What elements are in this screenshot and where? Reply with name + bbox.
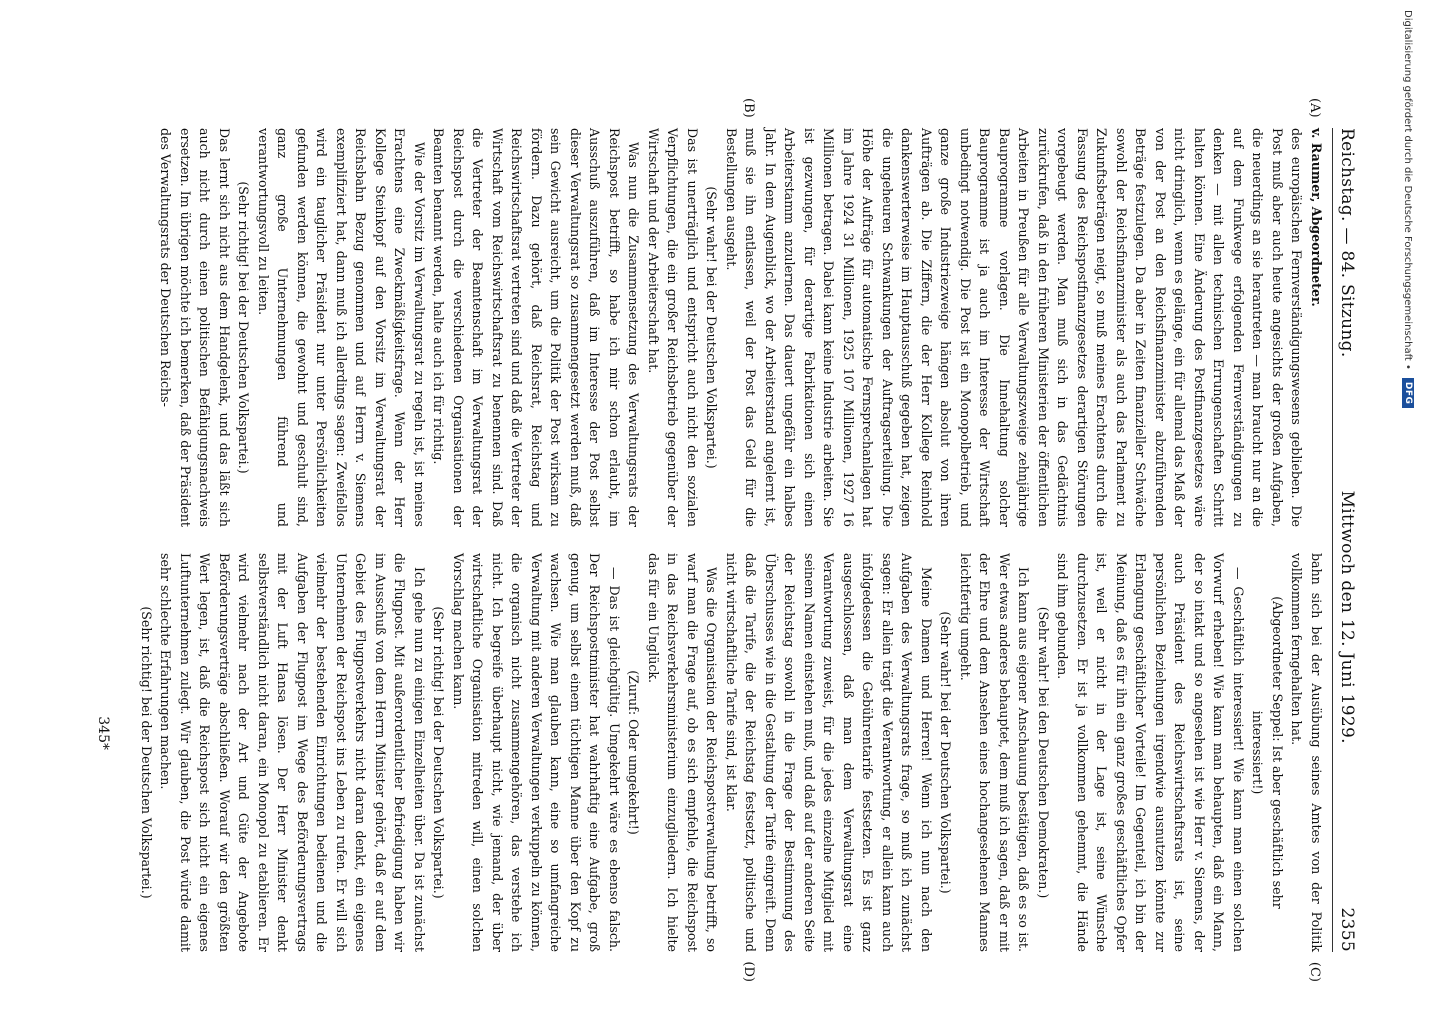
interjection: (Sehr richtig! bei der Deutschen Volkspartei.) xyxy=(139,606,154,899)
right-column xyxy=(137,553,1327,952)
paragraph: v. Raumer, Abgeordneter. xyxy=(1309,128,1324,307)
paragraph: Das lernt sich nicht aus dem Handgelenk, und das läßt sich auch nicht durch einen politischen Befähigungsnachweis ersetzen. Im übrigen möchte ich bemerken, daß der Präsident des Verwaltungsrats der Deutschen Reichs- xyxy=(158,128,232,527)
margin-marker-a: (A) xyxy=(1307,98,1322,118)
paragraph: Was die Organisation der Reichspostverwaltung betrifft, so warf man die Frage auf, ob es sich empfehle, die Reichspost in das Reichsverkehrsministerium einzugliedern. Ich hielte das für ein Unglück. xyxy=(646,553,720,952)
signature-mark: 345* xyxy=(95,716,111,750)
paragraph: des europäischen Fernverständigungswesens geblieben. Die Post muß aber auch heute angesichts der großen Aufgaben, die neuerdings an sie herantreten — man braucht nur an die auf dem Funkwege erfolgenden Fernverständigungen zu denken — mit allen technischen Errungenschaften Schritt halten können. Eine Änderung des Postfinanzgesetzes wäre nicht dringlich, wenn es gelänge, ein für allemal das Maß der von der Post an den Reichsfinanzminister abzuführenden Beträge festzulegen. Da aber in Zeiten finanzieller Schwäche sowohl der Reichsfinanzminister als auch das Parlament zu Zukunftsbeträgen neigt, so muß meines Erachtens durch die Fassung des Reichspostfinanzgesetzes derartigen Störungen vorgebeugt werden. Man muß sich in das Gedächtnis zurückrufen, daß in den früheren Ministerien der öffentlichen Arbeiten in Preußen für alle Verwaltungszweige zehnjährige Bauprogramme vorlagen. Die Innehaltung solcher Bauprogramme ist ja auch im Interesse der Wirtschaft unbedingt notwendig. Die Post ist ein Monopolbetrieb, und ganze große Industriezweige hängen absolut von ihren Aufträgen ab. Die Ziffern, die der Herr Kollege Reinhold dankenswerterweise im Hauptausschuß gegeben hat, zeigen die ungeheuren Schwankungen der Auftragserteilung. Die Höhe der Aufträge für automatische Fernsprechanlagen hat im Jahre 1924 31 Millionen, 1925 107 Millionen, 1927 16 Millionen betragen. Dabei kann keine Industrie arbeiten. Sie ist gezwungen, für derartige Fabrikationen sich einen Arbeiterstamm anzulernen. Das dauert ungefähr ein halbes Jahr. In dem Augenblick, wo der Arbeiterstand angelernt ist, muß sie ihn entlassen, weil der Post das Geld für die Bestellungen ausgeht. xyxy=(724,128,1305,527)
header-right xyxy=(1337,491,1357,952)
paragraph: Meine Damen und Herren! Wenn ich nun nach den Aufgaben des Verwaltungsrats frage, so muß ich zunächst sagen: Er allein trägt die Verantwortung, er allein kann auch infolgedessen die Gebührentarife festsetzen. Es ist ganz ausgeschlossen, daß man dem Verwaltungsrat eine Verantwortung zuweist, für die jedes einzelne Mitglied mit seinem Namen einstehen muß, und daß auf der anderen Seite der Reichstag sowohl in die Frage der Bestimmung des Überschusses wie in die Gestaltung der Tarife eingreift. Denn daß die Tarife, die der Reichstag festsetzt, politische und nicht wirtschaftliche Tarife sind, ist klar. xyxy=(724,553,934,952)
paragraph: Das ist unerträglich und entspricht auch nicht den sozialen Verpflichtungen, die ein großer Reichsbetrieb gegenüber der Wirtschaft und der Arbeiterschaft hat. xyxy=(646,128,700,527)
interjection: (Sehr richtig! bei der Deutschen Volkspartei.) xyxy=(236,181,252,474)
text-columns xyxy=(137,98,1327,982)
paragraph: — Das ist gleichgültig. Umgekehrt wäre es ebenso falsch. Der Reichspostminister hat wahrhaftig eine Aufgabe, groß genug, um selbst einem tüchtigen Manne über den Kopf zu wachsen. Wie man glauben kann, eine so umfangreiche Verwaltung mit anderen Verwaltungen verkuppeln zu können, die organisch nicht zusammengehören, das verstehe ich nicht. Ich begreife überhaupt nicht, wie jemand, der über wirtschaftliche Organisation mitreden will, einen solchen Vorschlag machen kann. xyxy=(451,553,622,952)
paragraph: bahn sich bei der Ausübung seines Amtes von der Politik vollkommen ferngehalten hat. xyxy=(1289,553,1324,952)
rotated-document-page xyxy=(85,90,1375,990)
interjection: (Sehr wahr! bei der Deutschen Volkspartei.) xyxy=(938,611,954,894)
interjection: (Zuruf: Oder umgekehrt!) xyxy=(626,670,642,835)
left-column xyxy=(137,128,1327,527)
margin-marker-c: (C) xyxy=(1307,961,1322,982)
page-number: 2355 xyxy=(1337,907,1357,952)
paragraph: Ich gehe nun zu einigen Einzelheiten über. Da ist zunächst die Flugpost. Mit außerordentlicher Befriedigung haben wir im Ausschuß von dem Herrn Minister gehört, daß er auf dem Gebiet des Flugpostverkehrs nicht daran denkt, ein eigenes Unternehmen der Reichspost ins Leben zu rufen. Er will sich vielmehr der bestehenden Einrichtungen bedienen und die Aufgaben der Flugpost im Wege des Beförderungsvertrags mit der Luft Hansa lösen. Der Herr Minister denkt selbstverständlich nicht daran, ein Monopol zu etablieren. Er wird vielmehr nach der Art und Güte der Angebote Beförderungsverträge abschließen. Worauf wir den größten Wert legen, ist, daß die Reichspost sich nicht ein eigenes Luftunternehmen zulegt. Wir glauben, die Post würde damit sehr schlechte Erfahrungen machen. xyxy=(158,553,427,952)
page-header xyxy=(1332,128,1357,952)
interjection: (Abgeordneter Seppel: Ist aber geschäftlich sehr interessiert!) xyxy=(1250,596,1285,909)
interjection: (Sehr wahr! bei den Deutschen Demokraten.) xyxy=(1036,606,1051,899)
dfg-logo: DFG xyxy=(1402,378,1414,409)
paragraph: Wie der Vorsitz im Verwaltungsrat zu regeln ist, ist meines Erachtens eine Zweckmäßigkeitsfrage. Wenn der Herr Kollege Steinkopf auf den Vorsitz im Verwaltungsrat der Reichsbahn Bezug genommen und auf Herrn v. Siemens exemplifiziert hat, dann muß ich allerdings sagen: Zweifellos wird ein tauglicher Präsident nur unter Persönlichkeiten gefunden werden können, die gewohnt und geschult sind, ganz große Unternehmungen führend und verantwortungsvoll zu leiten. xyxy=(256,128,427,527)
header-session: Reichstag. — 84. Sitzung. xyxy=(1337,128,1357,358)
header-date: Mittwoch den 12. Juni 1929. xyxy=(1337,490,1357,744)
paragraph: — Geschäftlich interessiert! Wie kann man einen solchen Vorwurf erheben! Wie kann man behaupten, daß ein Mann, der so intakt und so angesehen ist wie Herr v. Siemens, der auch Präsident des Reichswirtschaftsrats ist, seine persönlichen Beziehungen irgendwie ausnutzen könnte zur Erlangung geschäftlicher Vorteile! Im Gegenteil, ich bin der Meinung, daß es für ihn ein ganz großes geschäftliches Opfer ist, weil er nicht in der Lage ist, seine Wünsche durchzusetzen. Er ist ja vollkommen gehemmt, die Hände sind ihm gebunden. xyxy=(1055,553,1246,952)
interjection: (Sehr wahr! bei der Deutschen Volkspartei.) xyxy=(704,186,720,469)
paragraph: Was nun die Zusammensetzung des Verwaltungsrats der Reichspost betrifft, so habe ich mir schon erlaubt, im Ausschuß auszuführen, daß im Interesse der Post selbst dieser Verwaltungsrat so zusammengesetzt werden muß, daß sein Gewicht ausreicht, um die Politik der Post wirksam zu fördern. Dazu gehört, daß Reichsrat, Reichstag und Reichswirtschaftsrat vertreten sind und daß die Vertreter der Wirtschaft vom Reichswirtschaftsrat zu benennen sind. Daß die Vertreter der Beamtenschaft im Verwaltungsrat der Reichspost durch die verschiedenen Organisationen der Beamten benannt werden, halte auch ich für richtig. xyxy=(431,128,642,527)
credit-text: Digitalisierung gefördert durch die Deutsche Forschungsgemeinschaft • xyxy=(1402,10,1414,370)
paragraph: Ich kann aus eigener Anschauung bestätigen, daß es so ist. Wer etwas anderes behauptet, dem muß ich sagen, daß er mit der Ehre und dem Ansehen eines hochangesehenen Mannes leichtfertig umgeht. xyxy=(958,553,1032,952)
interjection: (Sehr richtig! bei der Deutschen Volkspartei.) xyxy=(431,606,447,899)
digitization-credit xyxy=(1400,10,1416,1010)
margin-marker-d: (D) xyxy=(741,961,756,982)
margin-marker-b: (B) xyxy=(741,98,756,118)
